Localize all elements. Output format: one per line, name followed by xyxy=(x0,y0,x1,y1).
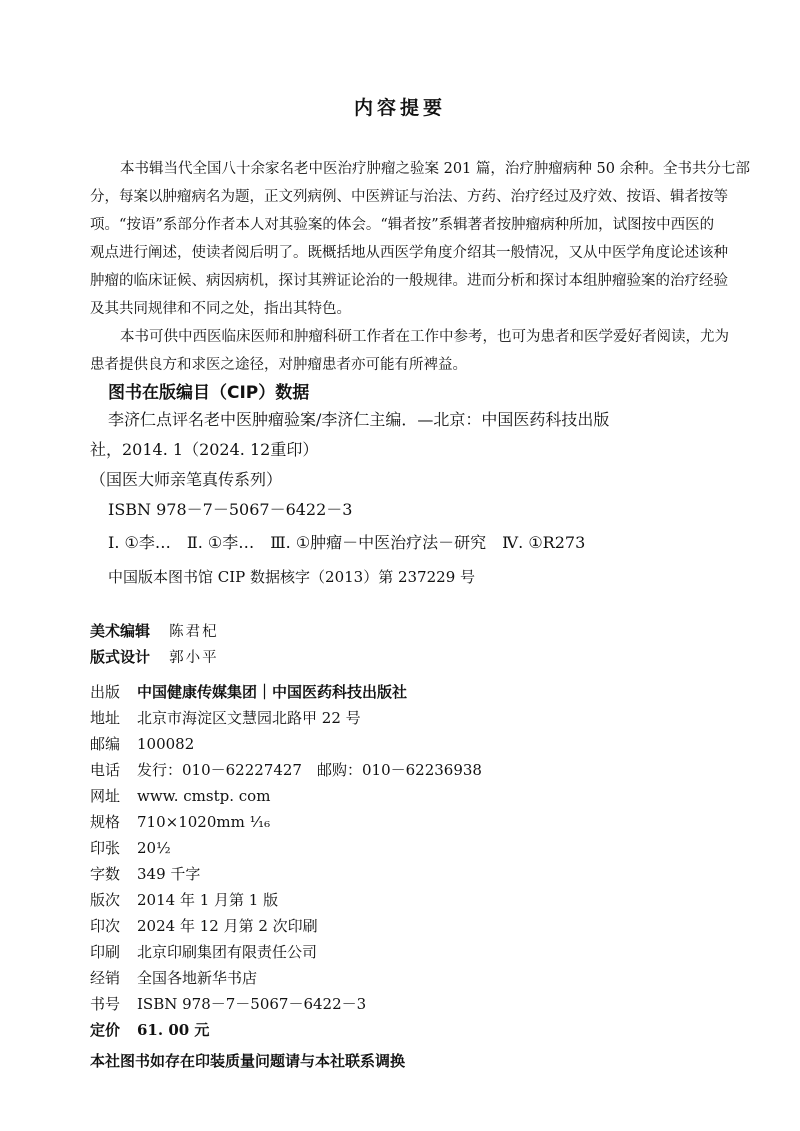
layout-designer-label: 版式设计 xyxy=(90,648,151,666)
cip-isbn: ISBN 978－7－5067－6422－3 xyxy=(108,500,353,519)
info-row-book-number xyxy=(90,993,366,1019)
info-row-address xyxy=(90,707,361,733)
info-value: 349 千字 xyxy=(137,865,201,883)
info-value: 中国健康传媒集团｜中国医药科技出版社 xyxy=(137,683,408,701)
info-row-edition xyxy=(90,889,278,915)
info-value: 2024 年 12 月第 2 次印刷 xyxy=(137,917,318,935)
info-label: 印刷 xyxy=(90,943,121,961)
info-label: 规格 xyxy=(90,813,121,831)
info-label: 印张 xyxy=(90,839,121,857)
info-value: 全国各地新华书店 xyxy=(137,969,258,987)
price-label: 定价 xyxy=(90,1021,121,1039)
summary-line: 肿瘤的临床证候、病因病机，探讨其辨证论治的一般规律。进而分析和探讨本组肿瘤验案的治疗经验 xyxy=(90,273,728,289)
info-value: 北京印刷集团有限责任公司 xyxy=(137,943,318,961)
info-value: 2014 年 1 月第 1 版 xyxy=(137,891,279,909)
price-value: 61. 00 元 xyxy=(137,1021,210,1039)
art-editor-label: 美术编辑 xyxy=(90,622,151,640)
info-value: 20½ xyxy=(137,839,171,857)
info-row-printing xyxy=(90,915,318,941)
page-title: 内容提要 xyxy=(353,97,446,119)
cip-core-note: 中国版本图书馆 CIP 数据核字（2013）第 237229 号 xyxy=(108,568,476,586)
info-row-publisher xyxy=(90,681,407,707)
cip-series-line: （国医大师亲笔真传系列） xyxy=(90,470,283,489)
info-value: www. cmstp. com xyxy=(137,787,271,805)
info-label: 电话 xyxy=(90,761,121,779)
info-label: 字数 xyxy=(90,865,121,883)
summary-line: 观点进行阐述，使读者阅后明了。既概括地从西医学角度介绍其一般情况，又从中医学角度论述该种 xyxy=(90,245,728,261)
summary-line: 本书辑当代全国八十余家名老中医治疗肿瘤之验案 201 篇，治疗肿瘤病种 50 余种。全书共分七部 xyxy=(120,161,751,177)
info-row-printer xyxy=(90,941,317,967)
info-value: 100082 xyxy=(137,735,195,753)
cip-heading: 图书在版编目（CIP）数据 xyxy=(108,383,310,403)
info-label: 版次 xyxy=(90,891,121,909)
info-row-website xyxy=(90,785,270,811)
summary-line: 项。“按语”系部分作者本人对其验案的体会。“辑者按”系辑著者按肿瘤病种所加，试图按中西医的 xyxy=(90,217,715,233)
cip-title-line: 李济仁点评名老中医肿瘤验案/李济仁主编．—北京：中国医药科技出版 xyxy=(108,410,610,429)
info-label: 邮编 xyxy=(90,735,121,753)
info-label: 书号 xyxy=(90,995,121,1013)
summary-line: 患者提供良方和求医之途径，对肿瘤患者亦可能有所裨益。 xyxy=(90,357,467,373)
info-value: ISBN 978－7－5067－6422－3 xyxy=(137,995,367,1013)
cip-classification: Ⅰ. ①李… Ⅱ. ①李… Ⅲ. ①肿瘤－中医治疗法－研究 Ⅳ. ①R273 xyxy=(108,533,586,552)
art-editor-name: 陈君杞 xyxy=(169,624,219,640)
info-row-format xyxy=(90,811,270,837)
summary-line: 本书可供中西医临床医师和肿瘤科研工作者在工作中参考，也可为患者和医学爱好者阅读，尤为 xyxy=(120,329,729,345)
art-editor-row xyxy=(90,620,219,641)
summary-line: 及其共同规律和不同之处，指出其特色。 xyxy=(90,301,351,317)
info-label: 地址 xyxy=(90,709,121,727)
quality-notice: 本社图书如存在印装质量问题请与本社联系调换 xyxy=(90,1052,406,1070)
layout-designer-row xyxy=(90,646,219,667)
info-label: 网址 xyxy=(90,787,121,805)
info-row-phone xyxy=(90,759,482,785)
info-value: 北京市海淀区文慧园北路甲 22 号 xyxy=(137,709,361,727)
summary-line: 分，每案以肿瘤病名为题，正文列病例、中医辨证与治法、方药、治疗经过及疗效、按语、辑者按等 xyxy=(90,189,728,205)
info-label: 经销 xyxy=(90,969,121,987)
info-value: 710×1020mm ¹⁄₁₆ xyxy=(137,813,271,831)
info-row-sheets xyxy=(90,837,171,863)
layout-designer-name: 郭小平 xyxy=(169,650,219,666)
info-row-distributor xyxy=(90,967,257,993)
info-row-postcode xyxy=(90,733,194,759)
info-value: 发行：010－62227427 邮购：010－62236938 xyxy=(137,761,482,779)
info-row-word-count xyxy=(90,863,200,889)
info-row-price xyxy=(90,1019,209,1045)
info-label: 出版 xyxy=(90,683,121,701)
info-label: 印次 xyxy=(90,917,121,935)
cip-publisher-line: 社，2014. 1（2024. 12重印） xyxy=(90,440,319,459)
